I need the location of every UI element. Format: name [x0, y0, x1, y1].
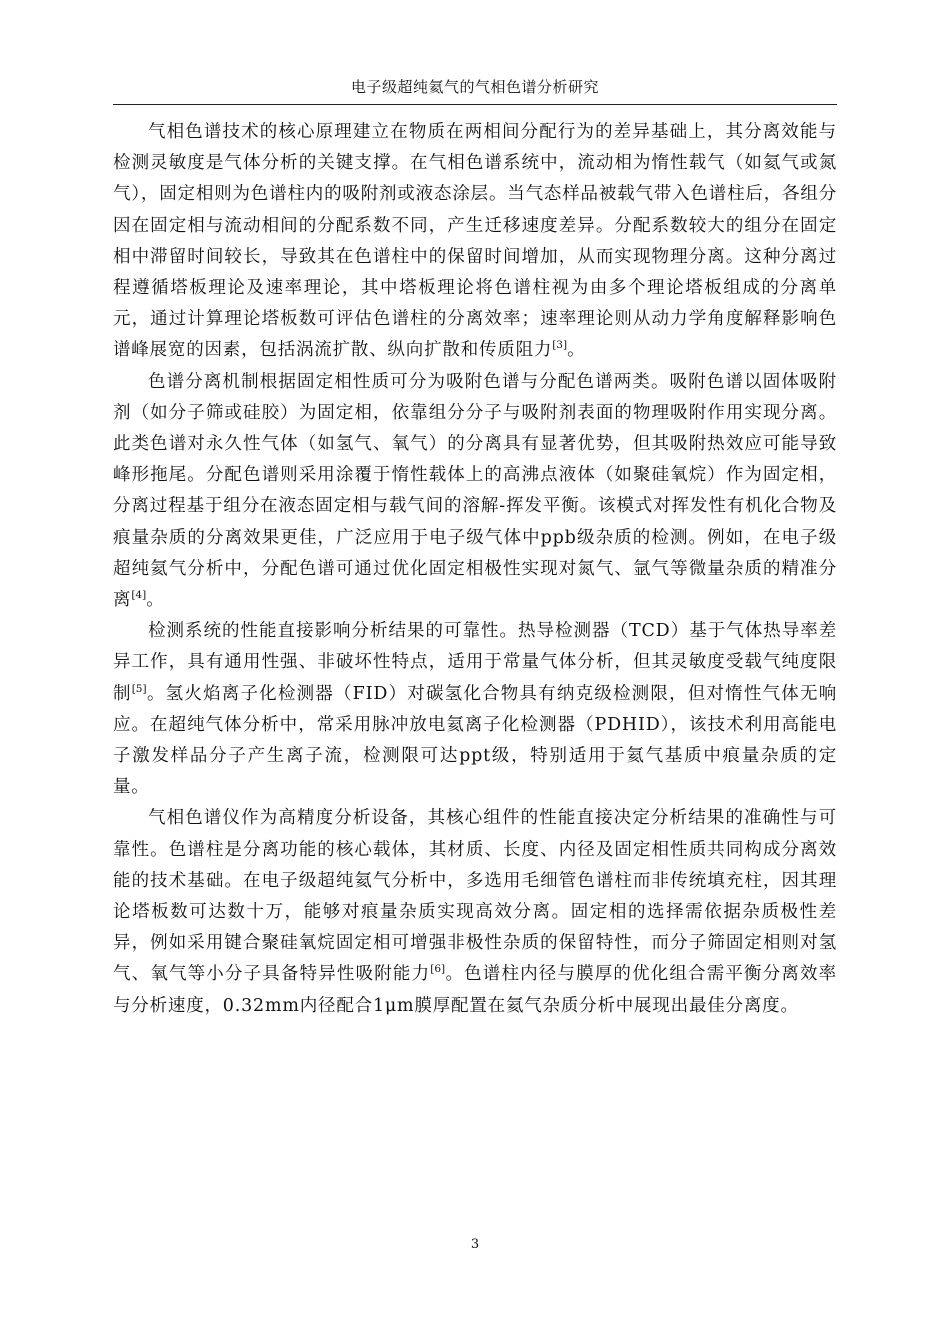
paragraph-text: 气相色谱技术的核心原理建立在物质在两相间分配行为的差异基础上，其分离效能与检测灵敏度是气体分析的关键支撑。在气相色谱系统中，流动相为惰性载气（如氦气或氮气），固定相则为色谱柱内的吸附剂或液态涂层。当气态样品被载气带入色谱柱后，各组分因在固定相与流动相间的分配系数不同，产生迁移速度差异。分配系数较大的组分在固定相中滞留时间较长，导致其在色谱柱中的保留时间增加，从而实现物理分离。这种分离过程遵循塔板理论及速率理论，其中塔板理论将色谱柱视为由多个理论塔板组成的分离单元，通过计算理论塔板数可评估色谱柱的分离效率；速率理论则从动力学角度解释影响色谱峰展宽的因素，包括涡流扩散、纵向扩散和传质阻力	[113, 122, 837, 361]
paragraph-tail: 。	[146, 590, 165, 611]
page-number: 3	[470, 1237, 480, 1252]
citation-ref: [4]	[131, 589, 147, 602]
header-divider	[113, 104, 837, 105]
page-header-title: 电子级超纯氦气的气相色谱分析研究	[350, 78, 599, 96]
paragraph-text: 检测系统的性能直接影响分析结果的可靠性。热导检测器（TCD）基于气体热导率差异工作，具有通用性强、非破坏性特点，适用于常量气体分析，但其灵敏度受载气纯度限制	[113, 621, 837, 704]
citation-ref: [6]	[430, 963, 446, 976]
citation-ref: [5]	[131, 682, 147, 695]
paragraph-separation-mechanism	[113, 367, 837, 617]
paragraph-tail: 。	[567, 340, 586, 361]
paragraph-text-continued: 。氢火焰离子化检测器（FID）对碳氢化合物具有纳克级检测限，但对惰性气体无响应。在超纯气体分析中，常采用脉冲放电氦离子化检测器（PDHID），该技术利用高能电子激发样品分子产生离子流，检测限可达ppt级，特别适用于氦气基质中痕量杂质的定量。	[113, 683, 837, 798]
paragraph-principle	[113, 117, 837, 367]
paragraph-text-continued: 。色谱柱内径与膜厚的优化组合需平衡分离效率与分析速度，0.32mm内径配合1μm膜厚配置在氦气杂质分析中展现出最佳分离度。	[113, 964, 837, 1016]
paragraph-chromatograph-components	[113, 803, 837, 1021]
citation-ref: [3]	[552, 339, 568, 352]
paragraph-text: 色谱分离机制根据固定相性质可分为吸附色谱与分配色谱两类。吸附色谱以固体吸附剂（如分子筛或硅胶）为固定相，依靠组分分子与吸附剂表面的物理吸附作用实现分离。此类色谱对永久性气体（如氢气、氧气）的分离具有显著优势，但其吸附热效应可能导致峰形拖尾。分配色谱则采用涂覆于惰性载体上的高沸点液体（如聚硅氧烷）作为固定相，分离过程基于组分在液态固定相与载气间的溶解-挥发平衡。该模式对挥发性有机化合物及痕量杂质的分离效果更佳，广泛应用于电子级气体中ppb级杂质的检测。例如，在电子级超纯氦气分析中，分配色谱可通过优化固定相极性实现对氮气、氩气等微量杂质的精准分离	[113, 371, 837, 611]
body-text	[113, 117, 837, 1022]
paragraph-text: 气相色谱仪作为高精度分析设备，其核心组件的性能直接决定分析结果的准确性与可靠性。色谱柱是分离功能的核心载体，其材质、长度、内径及固定相性质共同构成分离效能的技术基础。在电子级超纯氦气分析中，多选用毛细管色谱柱而非传统填充柱，因其理论塔板数可达数十万，能够对痕量杂质实现高效分离。固定相的选择需依据杂质极性差异，例如采用键合聚硅氧烷固定相可增强非极性杂质的保留特性，而分子筛固定相则对氢气、氧气等小分子具备特异性吸附能力	[113, 808, 837, 985]
paragraph-detection-system	[113, 616, 837, 803]
